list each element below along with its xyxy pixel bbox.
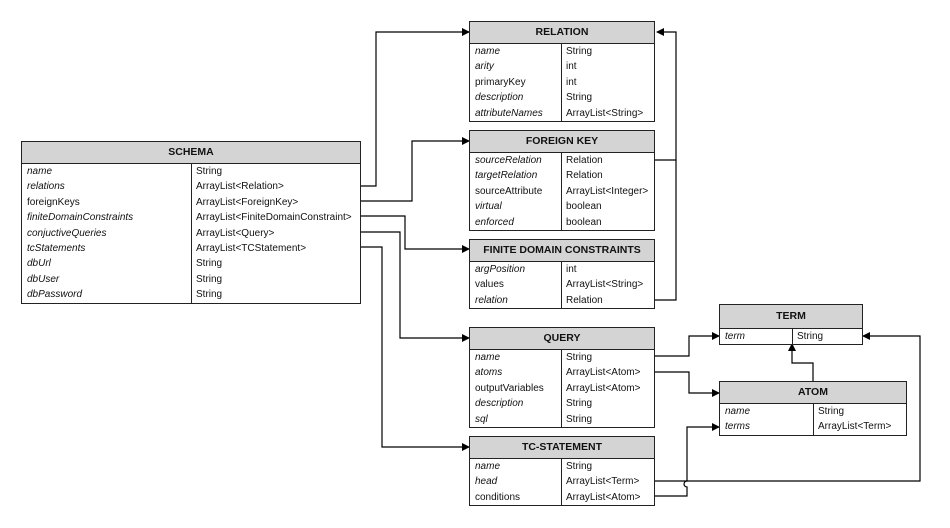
query-fields — [470, 350, 654, 427]
edge-finitedomain-relation — [655, 160, 676, 300]
query-field-row — [470, 350, 654, 365]
edge-atom-term — [792, 344, 813, 381]
foreign-key-field-row — [470, 215, 654, 230]
query-field-row — [470, 412, 654, 427]
tc-statement-field-row — [470, 474, 654, 489]
foreign-key-entity[interactable] — [469, 130, 655, 231]
relation-field-row — [470, 59, 654, 74]
field-type: ArrayList<String> — [566, 279, 644, 291]
foreign-key-header: FOREIGN KEY — [470, 131, 654, 153]
term-header: TERM — [720, 305, 862, 329]
field-type: Relation — [566, 170, 603, 182]
field-name: dbUrl — [27, 258, 51, 270]
foreign-key-field-row — [470, 199, 654, 214]
field-type: ArrayList<Term> — [566, 476, 640, 488]
field-name: sourceRelation — [475, 155, 542, 166]
atom-entity[interactable] — [719, 381, 907, 436]
field-type: Relation — [566, 294, 603, 306]
relation-entity[interactable] — [469, 21, 655, 122]
field-name: dbUser — [27, 273, 60, 285]
field-name: head — [475, 476, 498, 488]
term-entity[interactable] — [719, 304, 863, 345]
edge-schema-queries — [361, 232, 469, 338]
schema-fields — [22, 164, 360, 303]
field-name: conjuctiveQueries — [27, 227, 107, 239]
field-type: boolean — [566, 201, 602, 213]
field-name: virtual — [475, 201, 502, 213]
field-type: String — [818, 406, 845, 417]
schema-entity[interactable] — [21, 141, 361, 304]
field-type: Relation — [566, 155, 603, 166]
field-name: sourceAttribute — [475, 185, 543, 197]
field-name: finiteDomainConstraints — [27, 212, 134, 224]
field-name: atoms — [475, 367, 503, 379]
field-type: String — [196, 289, 223, 301]
tc-statement-entity[interactable] — [469, 436, 655, 506]
field-type: String — [566, 413, 593, 425]
field-type: ArrayList<Term> — [818, 421, 892, 433]
tc-statement-field-row — [470, 490, 654, 505]
field-type: String — [566, 92, 593, 104]
field-name: name — [725, 406, 751, 417]
edge-schema-tcstatements — [361, 247, 469, 447]
field-type: String — [196, 258, 223, 270]
field-name: tcStatements — [27, 242, 86, 254]
query-header: QUERY — [470, 328, 654, 350]
field-type: String — [566, 352, 593, 363]
field-name: term — [725, 331, 745, 342]
relation-fields — [470, 44, 654, 121]
tc-statement-fields — [470, 459, 654, 505]
query-entity[interactable] — [469, 327, 655, 428]
edge-query-term — [655, 336, 719, 356]
field-type: int — [566, 61, 577, 73]
field-name: name — [475, 352, 501, 363]
field-type: ArrayList<TCStatement> — [196, 242, 307, 254]
field-name: targetRelation — [475, 170, 538, 182]
field-name: outputVariables — [475, 382, 544, 394]
field-type: ArrayList<Atom> — [566, 367, 641, 379]
field-name: relation — [475, 294, 508, 306]
field-name: description — [475, 92, 524, 104]
field-name: values — [475, 279, 504, 291]
finite-domain-entity[interactable] — [469, 239, 655, 309]
field-name: relations — [27, 181, 65, 193]
query-field-row — [470, 365, 654, 380]
field-type: ArrayList<String> — [566, 107, 644, 119]
field-name: conditions — [475, 491, 521, 503]
field-name: dbPassword — [27, 289, 83, 301]
edge-schema-foreignkeys — [361, 141, 469, 201]
term-field-row — [720, 329, 862, 344]
finite-domain-field-row — [470, 277, 654, 292]
relation-field-row — [470, 106, 654, 121]
edge-schema-relations — [361, 32, 469, 186]
field-type: boolean — [566, 216, 602, 228]
relation-header: RELATION — [470, 22, 654, 44]
relation-field-row — [470, 90, 654, 105]
field-type: int — [566, 264, 577, 275]
finite-domain-field-row — [470, 293, 654, 308]
field-type: String — [196, 166, 223, 177]
field-name: foreignKeys — [27, 196, 80, 208]
schema-header: SCHEMA — [22, 142, 360, 164]
tc-statement-field-row — [470, 459, 654, 474]
relation-field-row — [470, 75, 654, 90]
field-type: ArrayList<Atom> — [566, 491, 641, 503]
field-name: primaryKey — [475, 76, 526, 88]
tc-statement-header: TC-STATEMENT — [470, 437, 654, 459]
field-type: ArrayList<Integer> — [566, 185, 649, 197]
edge-relation-backrefs — [655, 32, 676, 160]
field-type: ArrayList<Relation> — [196, 181, 284, 193]
query-field-row — [470, 396, 654, 411]
query-field-row — [470, 381, 654, 396]
field-type: String — [797, 331, 824, 342]
finite-domain-fields — [470, 262, 654, 308]
foreign-key-field-row — [470, 153, 654, 168]
field-type: String — [566, 398, 593, 410]
atom-fields — [720, 404, 906, 435]
field-name: enforced — [475, 216, 514, 228]
foreign-key-field-row — [470, 184, 654, 199]
foreign-key-fields — [470, 153, 654, 230]
field-name: terms — [725, 421, 750, 433]
relation-field-row — [470, 44, 654, 59]
finite-domain-header: FINITE DOMAIN CONSTRAINTS — [470, 240, 654, 262]
field-type: ArrayList<Atom> — [566, 382, 641, 394]
field-type: ArrayList<ForeignKey> — [196, 196, 299, 208]
field-type: ArrayList<Query> — [196, 227, 275, 239]
edge-tc-atom — [655, 427, 719, 496]
edge-query-atom — [655, 372, 719, 393]
field-type: String — [196, 273, 223, 285]
field-name: description — [475, 398, 524, 410]
field-name: name — [475, 46, 501, 57]
field-name: arity — [475, 61, 494, 73]
field-name: name — [475, 461, 501, 472]
field-name: name — [27, 166, 53, 177]
finite-domain-field-row — [470, 262, 654, 277]
term-fields — [720, 329, 862, 344]
field-type: int — [566, 76, 577, 88]
field-type: String — [566, 461, 593, 472]
field-type: String — [566, 46, 593, 57]
field-name: attributeNames — [475, 107, 543, 119]
field-type: ArrayList<FiniteDomainConstraint> — [196, 212, 352, 224]
atom-header: ATOM — [720, 382, 906, 404]
foreign-key-field-row — [470, 168, 654, 183]
field-name: sql — [475, 413, 488, 425]
field-name: argPosition — [475, 264, 526, 275]
